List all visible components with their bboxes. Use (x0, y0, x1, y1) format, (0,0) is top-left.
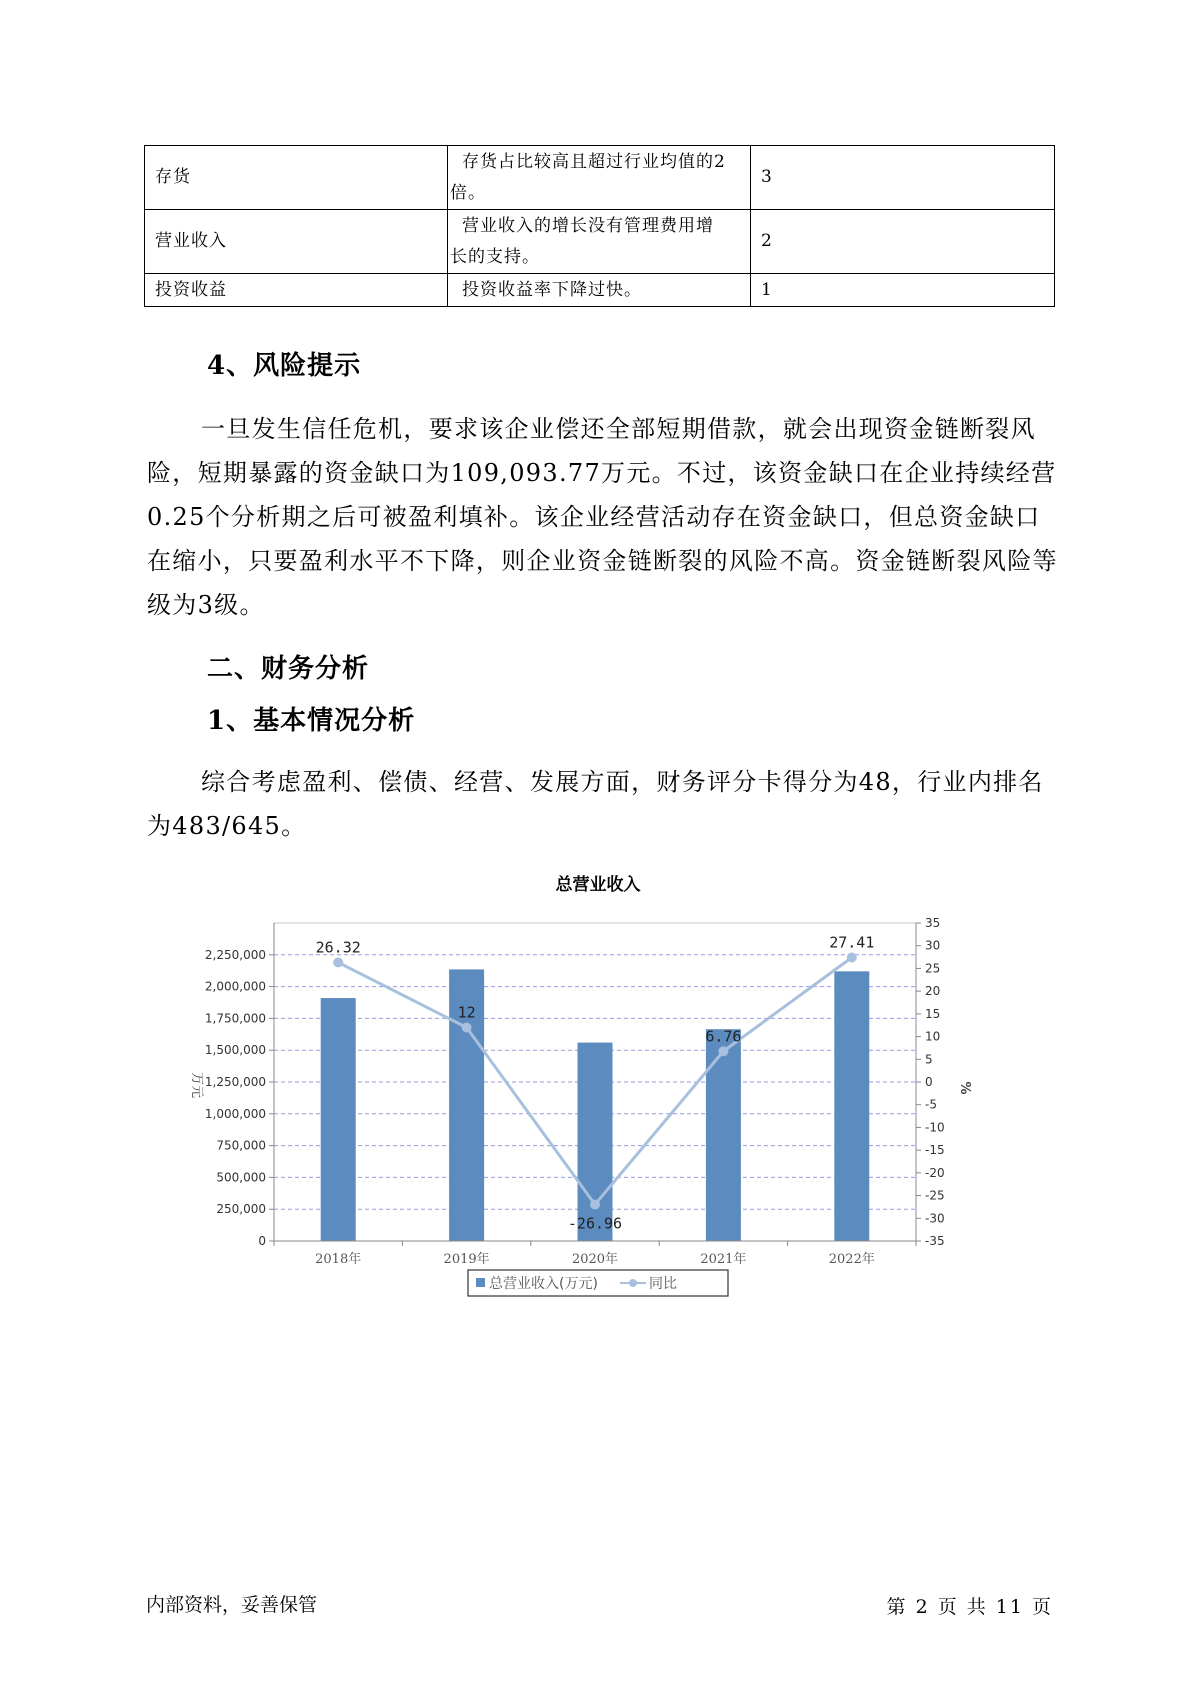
yoy-point (333, 957, 343, 967)
table-cell-score: 1 (751, 274, 1055, 307)
y-tick-label: 1,000,000 (204, 1106, 266, 1121)
data-label: 27.41 (829, 933, 875, 952)
y2-axis-label: % (957, 1081, 972, 1095)
finance-paragraph: 综合考虑盈利、偿债、经营、发展方面，财务评分卡得分为48，行业内排名为483/645。 (147, 768, 1044, 840)
risk-paragraph: 一旦发生信任危机，要求该企业偿还全部短期借款，就会出现资金链断裂风险，短期暴露的资金缺口为109,093.77万元。不过，该资金缺口在企业持续经营 0.25个分析期之后可被盈利填补。该企业经营活动存在资金缺口，但总资金缺口在缩小，只要盈利水平不下降，则企业资金链断裂的风险不高。资金链断裂风险等级为3级。 (147, 415, 1058, 619)
legend-bar-label: 总营业收入(万元) (489, 1276, 598, 1292)
table-row (145, 210, 1055, 274)
bar (578, 1043, 613, 1241)
y-tick-label: 1,250,000 (204, 1075, 266, 1089)
y2-tick-label: -35 (925, 1234, 945, 1248)
table-cell-score: 3 (751, 146, 1055, 210)
section-heading-risk: 4、风险提示 (207, 351, 362, 381)
section-heading-finance: 二、财务分析 (207, 654, 370, 684)
chart-title: 总营业收入 (555, 875, 641, 895)
reason-line: 倍。 (450, 182, 486, 203)
y-tick-label: 1,500,000 (204, 1043, 266, 1058)
table-cell-item: 存货 (145, 146, 448, 210)
bar (321, 998, 356, 1241)
reason-line: 营业收入的增长没有管理费用增 (462, 215, 714, 236)
data-label: -26.96 (567, 1214, 623, 1233)
table-cell-reason (448, 210, 751, 274)
y-tick-label: 500,000 (216, 1170, 266, 1185)
y2-tick-label: -30 (925, 1211, 945, 1226)
legend-bar-swatch (476, 1278, 485, 1287)
bar (706, 1029, 741, 1241)
y-tick-label: 0 (258, 1234, 266, 1248)
table-row (145, 146, 1055, 210)
y2-tick-label: 35 (925, 916, 941, 930)
x-tick-label: 2019年 (443, 1252, 490, 1267)
y-tick-label: 1,750,000 (204, 1011, 266, 1026)
sub-heading-basic: 1、基本情况分析 (207, 706, 416, 736)
y2-tick-label: 25 (925, 961, 941, 976)
revenue-chart (175, 870, 1025, 1330)
chart-svg (175, 870, 1025, 1330)
yoy-point (590, 1199, 600, 1209)
y2-tick-label: -5 (925, 1097, 937, 1112)
table-cell-score: 2 (751, 210, 1055, 274)
x-tick-label: 2018年 (315, 1252, 362, 1267)
y2-tick-label: 10 (925, 1029, 941, 1044)
yoy-point (718, 1046, 728, 1056)
y-tick-label: 2,000,000 (204, 979, 266, 994)
legend-line-marker (629, 1279, 637, 1287)
footer-page-number: 第 2 页 共 11 页 (886, 1596, 1053, 1618)
y2-tick-label: 30 (925, 938, 941, 953)
y2-tick-label: -15 (925, 1143, 945, 1158)
x-tick-label: 2021年 (700, 1252, 747, 1267)
reason-line: 投资收益率下降过快。 (462, 279, 642, 300)
reason-line: 长的支持。 (450, 246, 540, 267)
bar (834, 971, 869, 1241)
y2-tick-label: -25 (925, 1188, 945, 1203)
legend-line-label: 同比 (649, 1276, 677, 1292)
y2-tick-label: -10 (925, 1120, 945, 1135)
data-label: 12 (457, 1003, 476, 1022)
data-label: 6.76 (705, 1027, 742, 1046)
y-axis-label: 万元 (189, 1071, 204, 1099)
table-cell-reason (448, 274, 751, 307)
table-cell-item: 投资收益 (145, 274, 448, 307)
y-tick-label: 250,000 (216, 1202, 266, 1217)
yoy-point (847, 952, 857, 962)
table-cell-item: 营业收入 (145, 210, 448, 274)
yoy-point (462, 1022, 472, 1032)
risk-table (144, 145, 1055, 307)
data-label: 26.32 (315, 938, 361, 957)
y2-tick-label: -20 (925, 1165, 945, 1180)
y-tick-label: 750,000 (216, 1138, 266, 1153)
y-tick-label: 2,250,000 (204, 947, 266, 962)
x-tick-label: 2020年 (571, 1252, 619, 1267)
table-cell-reason (448, 146, 751, 210)
x-tick-label: 2022年 (828, 1252, 875, 1267)
footer-confidential: 内部资料，妥善保管 (146, 1594, 318, 1616)
reason-line: 存货占比较高且超过行业均值的2 (462, 151, 726, 172)
y2-tick-label: 15 (925, 1006, 941, 1021)
chart-legend (468, 1270, 728, 1296)
y2-tick-label: 20 (925, 984, 941, 999)
y2-tick-label: 5 (925, 1052, 933, 1067)
table-row (145, 274, 1055, 307)
y2-tick-label: 0 (925, 1075, 933, 1089)
